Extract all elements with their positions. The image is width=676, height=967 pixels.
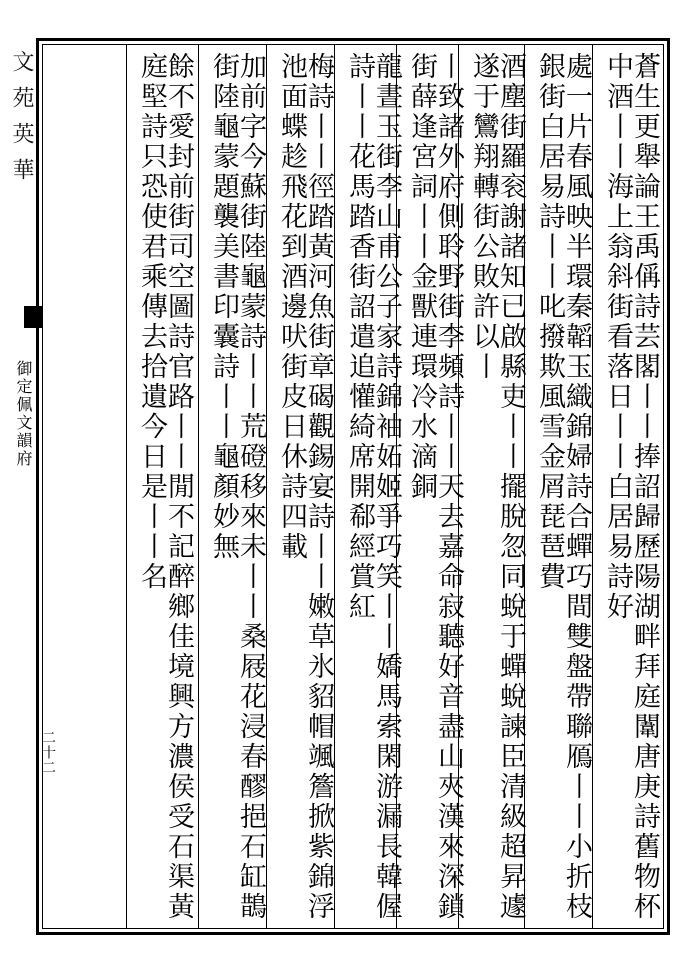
column-rule [266,44,267,929]
text-column-1 [596,52,658,922]
column-rule [592,44,593,929]
column-text: 餘不愛封前街司空圖詩官路丨丨閒不記醉鄉佳境興方濃侯受石渠黃庭堅詩只恐使君乘傳去拾遺今日是丨丨名 [136,52,194,922]
text-column-8 [130,52,192,922]
column-text: 加前字今蘇街陸龜蒙詩丨丨荒磴移來未丨丨桑屐花浸春醪挹石缸鵲街陸龜蒙題襲美書印囊詩丨丨龜顏妙無 [208,52,266,922]
column-text: 酒塵街羅衮謝諸知已啟縣吏丨丨擺脫忽同蛻于蟬蛻諫臣清級超昇遽遂于鸞翔轉街公敗許以丨 [468,52,526,922]
margin-side-title: 御定佩文韻府 [14,360,33,468]
column-text: 處一片春風映半環秦韜玉織錦婦詩合蟬巧間雙盤帶聯鴈丨丨小折枝銀街白居易詩丨丨叱撥欺風雪金屑琵琶費 [534,52,592,922]
text-column-6 [270,52,332,922]
column-text: 丨致諸外府側聆野街李頻詩丨丨天去嘉命寂聽好音盡山夾漢來深鎖街薛逢宮詞丨丨金獸連環冷水滴銅 [406,52,464,922]
column-text: 蒼生更舉論王禹偁詩芸閣丨丨捧詔歸歷陽湖畔拜庭闈唐庚詩舊物杯中酒丨丨海上翁斜街看落日丨丨白居易詩好 [602,52,660,922]
text-column-2 [528,52,590,922]
fishtail-mark [24,306,42,328]
column-text: 梅詩丨丨徑踏黃河魚街章碣觀錫宴詩丨丨嫩草氷貂帽颯簷掀紫錦浮池面蝶趁飛花到酒邊吠街皮日休詩四載 [276,52,334,922]
column-rule [126,44,127,929]
text-column-5 [338,52,400,922]
column-text: 龍晝玉街李山甫公子家詩錦袖妬姬爭巧笑丨丨嬌馬索閑游漏長韓偓詩丨丨花馬踏香街詔遣追懽綺席開郗經賞紅 [344,52,402,922]
text-column-4 [400,52,462,922]
folio-number: 二十二 [40,730,56,775]
column-rule [198,44,199,929]
text-column-3 [462,52,524,922]
margin-book-title: 文苑英華 [9,50,34,194]
column-rule [334,44,335,929]
text-column-7 [202,52,264,922]
